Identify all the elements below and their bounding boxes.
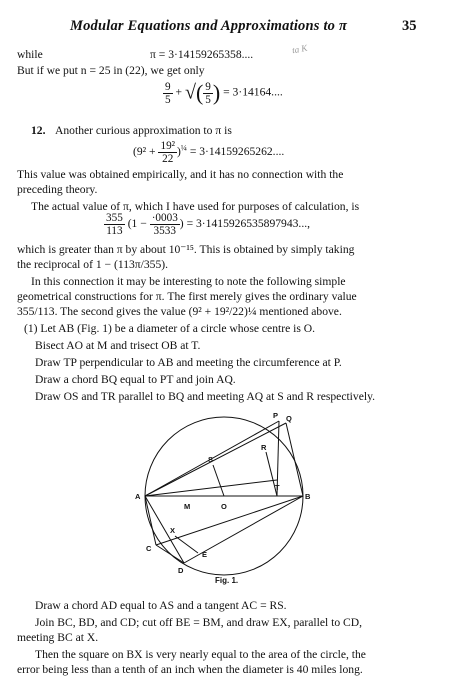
- paragraph-line: geometrical constructions for π. The first merely gives the ordinary value: [17, 290, 357, 303]
- section-heading-text: Another curious approximation to π is: [55, 124, 232, 137]
- label-x: X: [170, 526, 176, 535]
- running-title: Modular Equations and Approximations to π: [70, 18, 348, 34]
- label-d: D: [178, 566, 184, 575]
- section-number: 12.: [31, 124, 46, 137]
- fraction: $\frac{355}{113}$: [106, 212, 123, 237]
- fraction: $\frac{9}{5}$: [165, 80, 171, 106]
- paragraph-line: The actual value of π, which I have used for purposes of calculation, is: [31, 200, 360, 213]
- page-number: 35: [402, 18, 417, 34]
- construction-step: Draw a chord BQ equal to PT and join AQ.: [35, 373, 236, 386]
- line-at: [145, 480, 277, 496]
- tangent-ac: [145, 496, 156, 545]
- line-cd: [156, 545, 184, 563]
- figure-caption: Fig. 1.: [215, 576, 239, 585]
- equation-3: $\frac{355}{113}$ (1 − $\frac{\cdot 0003}{3533}$ ) = 3·1415926535897943...,: [106, 212, 311, 237]
- paragraph-line: preceding theory.: [17, 183, 98, 196]
- line-aq: [145, 423, 286, 496]
- chord-bq: [286, 423, 303, 496]
- fraction: $\frac{\text{19²}}{22}$: [160, 140, 176, 165]
- construction-step: Bisect AO at M and trisect OB at T.: [35, 339, 201, 352]
- paragraph-line: error being less than a tenth of an inch when the diameter is 40 miles long.: [17, 663, 363, 676]
- equation-2: (9² + $\frac{\text{19²}}{22}$ )$^{\frac{1}{4}}$ = 3·14159265262....: [133, 140, 285, 165]
- construction-step: meeting BC at X.: [17, 631, 99, 644]
- label-c: C: [146, 544, 152, 553]
- label-r: R: [261, 443, 267, 452]
- text-line: while: [17, 48, 43, 61]
- label-b: B: [305, 492, 311, 501]
- text-line: But if we put n = 25 in (22), we get only: [17, 64, 205, 77]
- construction-step: (1) Let AB (Fig. 1) be a diameter of a circle whose centre is O.: [24, 322, 316, 335]
- paragraph-line: which is greater than π by about 10⁻¹⁵. This is obtained by simply taking: [17, 243, 355, 256]
- paragraph-line: 355/113. The second gives the value (9² + 19²/22)¼ mentioned above.: [17, 305, 342, 318]
- equation-1: $\frac{9}{5}$ + √( $\frac{9}{5}$ ) = 3·14164....: [165, 80, 283, 106]
- construction-step: Draw TP perpendicular to AB and meeting the circumference at P.: [35, 356, 342, 369]
- label-t: T: [275, 483, 280, 492]
- label-e: E: [202, 550, 208, 559]
- pencil-annotation: ta K: [291, 42, 309, 56]
- label-o: O: [221, 502, 227, 511]
- construction-step: Draw OS and TR parallel to BQ and meeting AQ at S and R respectively.: [35, 390, 376, 403]
- equation-pi-value: π = 3·14159265358....: [150, 48, 254, 61]
- fraction: $\frac{9}{5}$: [205, 80, 211, 106]
- line-os: [213, 465, 224, 496]
- line-ex: [175, 536, 198, 553]
- paragraph-line: the reciprocal of 1 − (113π/355).: [17, 258, 169, 271]
- label-p: P: [273, 411, 279, 420]
- label-a: A: [135, 492, 141, 501]
- construction-step: Draw a chord AD equal to AS and a tangent AC = RS.: [35, 599, 287, 612]
- paragraph-line: In this connection it may be interesting to note the following simple: [31, 275, 346, 288]
- label-s: S: [208, 455, 214, 464]
- fraction: $\frac{\cdot 0003}{3533}$: [151, 212, 178, 237]
- label-m: M: [184, 502, 191, 511]
- label-q: Q: [286, 414, 292, 423]
- paragraph-line: This value was obtained empirically, and it has no connection with the: [17, 168, 344, 181]
- paragraph-line: Then the square on BX is very nearly equal to the area of the circle, the: [35, 648, 366, 661]
- construction-step: Join BC, BD, and CD; cut off BE = BM, and draw EX, parallel to CD,: [35, 616, 363, 629]
